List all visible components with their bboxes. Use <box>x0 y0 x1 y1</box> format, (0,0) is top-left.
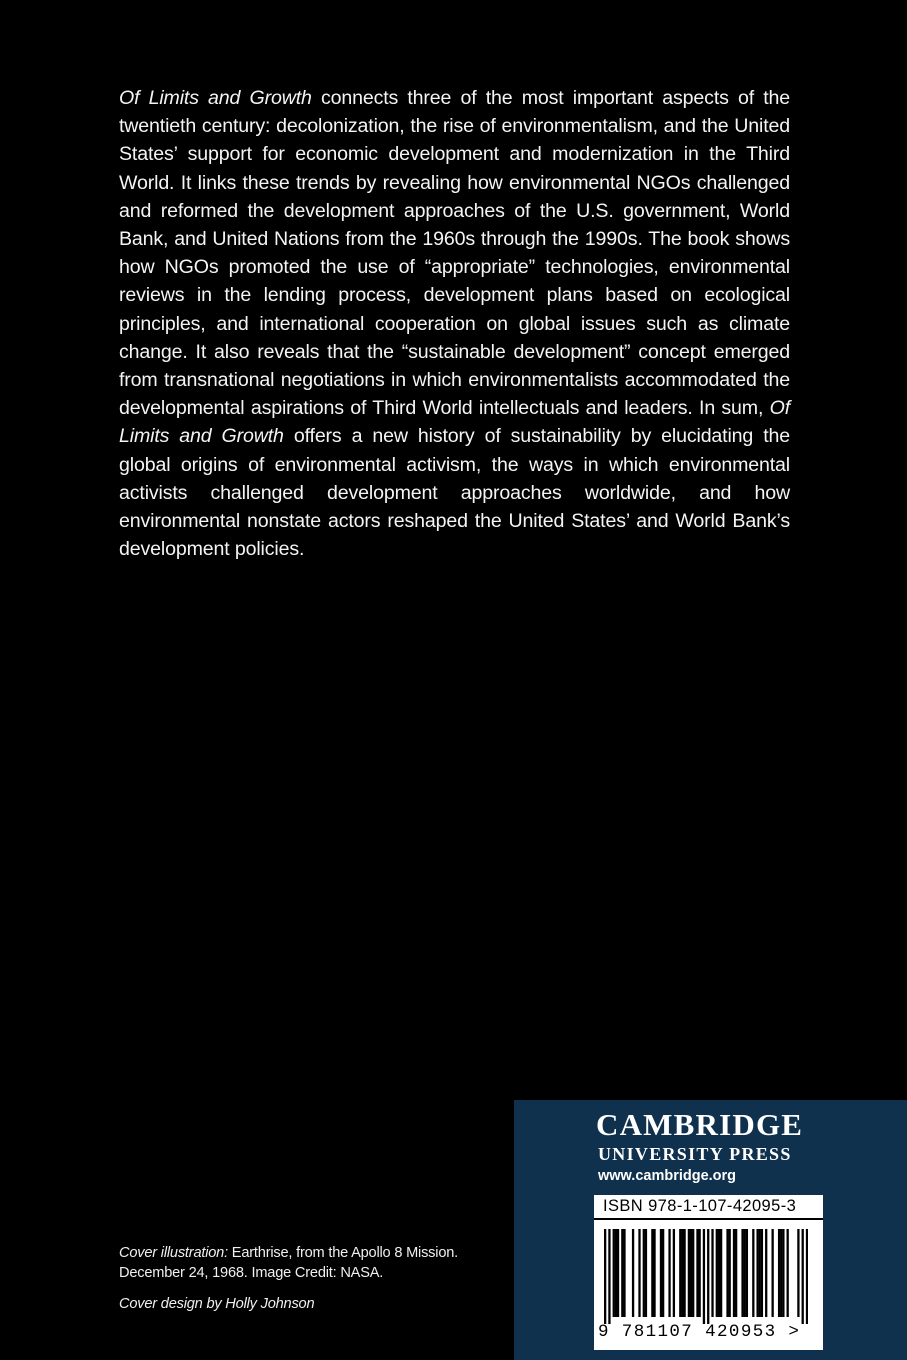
barcode-bar <box>744 1229 746 1317</box>
barcode-bar <box>660 1229 662 1317</box>
barcode-bar <box>711 1229 713 1317</box>
illustration-credit <box>119 1243 509 1283</box>
barcode-bar <box>651 1229 653 1317</box>
design-credit: Cover design by Holly Johnson <box>119 1296 315 1312</box>
barcode-bar <box>615 1229 617 1317</box>
barcode-bar <box>679 1229 681 1317</box>
blurb-text-part2: offers a new history of sustainability by elucidating the global origins of environmental activism, the ways in which environmental activists challenged development approaches worldwide, and how environmental nonstate actors reshaped the United States’ and World Bank’s development policies. <box>119 425 790 561</box>
barcode-bar <box>623 1229 625 1317</box>
barcode-box <box>594 1195 823 1350</box>
barcode-bar <box>716 1229 718 1317</box>
barcode-bar <box>752 1229 754 1317</box>
publisher-name: CAMBRIDGE <box>596 1107 804 1142</box>
blurb-text-part1: connects three of the most important aspects of the twentieth century: decolonization, the rise of environmentalism, and the United States’ support for economic development and modernization in the Third World. It links these trends by revealing how environmental NGOs challenged and reformed the development approaches of the U.S. government, World Bank, and United Nations from the 1960s through the 1990s. The book shows how NGOs promoted the use of “appropriate” technologies, environmental reviews in the lending process, development plans based on ecological principles, and international cooperation on global issues such as climate change. It also reveals that the “sustainable development” concept emerged from transnational negotiations in which environmentalists accommodated the developmental aspirations of Third World intellectuals and leaders. In sum, <box>119 87 790 420</box>
barcode-bar <box>688 1229 690 1317</box>
barcode-bar <box>645 1229 647 1317</box>
barcode-bar <box>692 1229 694 1317</box>
publisher-url: www.cambridge.org <box>598 1168 737 1184</box>
barcode-bar <box>673 1229 675 1317</box>
barcode-guard-bar <box>707 1229 709 1324</box>
book-title-repeat: Of Limits and Growth <box>119 397 790 448</box>
isbn-divider <box>594 1218 823 1220</box>
barcode-bar <box>638 1229 640 1317</box>
barcode-bar <box>698 1229 700 1317</box>
barcode-bar <box>621 1229 623 1317</box>
book-title: Of Limits and Growth <box>119 87 312 109</box>
barcode-bar <box>617 1229 619 1317</box>
barcode-bar <box>797 1229 799 1317</box>
barcode-bar <box>771 1229 773 1317</box>
barcode-bar <box>668 1229 670 1317</box>
back-cover-blurb <box>119 84 790 563</box>
isbn-label: ISBN 978-1-107-42095-3 <box>603 1197 797 1215</box>
barcode-bar <box>761 1229 763 1317</box>
barcode-bar <box>662 1229 664 1317</box>
barcode-bar <box>741 1229 743 1317</box>
barcode-bar <box>729 1229 731 1317</box>
barcode-bar <box>683 1229 685 1317</box>
barcode-bar <box>735 1229 737 1317</box>
barcode-bar <box>787 1229 789 1317</box>
barcode-bar <box>613 1229 615 1317</box>
barcode-bars <box>604 1229 808 1324</box>
illustration-text: Earthrise, from the Apollo 8 Mission. December 24, 1968. Image Credit: NASA. <box>119 1245 459 1281</box>
illustration-label: Cover illustration: <box>119 1245 228 1261</box>
barcode-bar <box>690 1229 692 1317</box>
barcode-bar <box>681 1229 683 1317</box>
barcode-bar <box>653 1229 655 1317</box>
barcode-guard-bar <box>703 1229 705 1324</box>
barcode-bar <box>720 1229 722 1317</box>
publisher-panel <box>514 1100 907 1360</box>
barcode-bar <box>782 1229 784 1317</box>
publisher-subname: UNIVERSITY PRESS <box>598 1144 792 1164</box>
cover-credits <box>119 1243 509 1314</box>
barcode-guard-bar <box>608 1229 610 1324</box>
barcode-bar <box>780 1229 782 1317</box>
barcode-bar <box>643 1229 645 1317</box>
barcode-bar <box>726 1229 728 1317</box>
barcode-guard-bar <box>806 1229 808 1324</box>
barcode-bar <box>632 1229 634 1317</box>
barcode-bar <box>756 1229 758 1317</box>
barcode-guard-bar <box>604 1229 606 1324</box>
barcode-bar <box>718 1229 720 1317</box>
barcode-bar <box>759 1229 761 1317</box>
barcode-bar <box>778 1229 780 1317</box>
barcode-guard-bar <box>802 1229 804 1324</box>
barcode-bar <box>733 1229 735 1317</box>
barcode-bar <box>765 1229 767 1317</box>
barcode-bar <box>746 1229 748 1317</box>
barcode-digits: 9 781107 420953 > <box>598 1322 801 1342</box>
barcode-bar <box>696 1229 698 1317</box>
